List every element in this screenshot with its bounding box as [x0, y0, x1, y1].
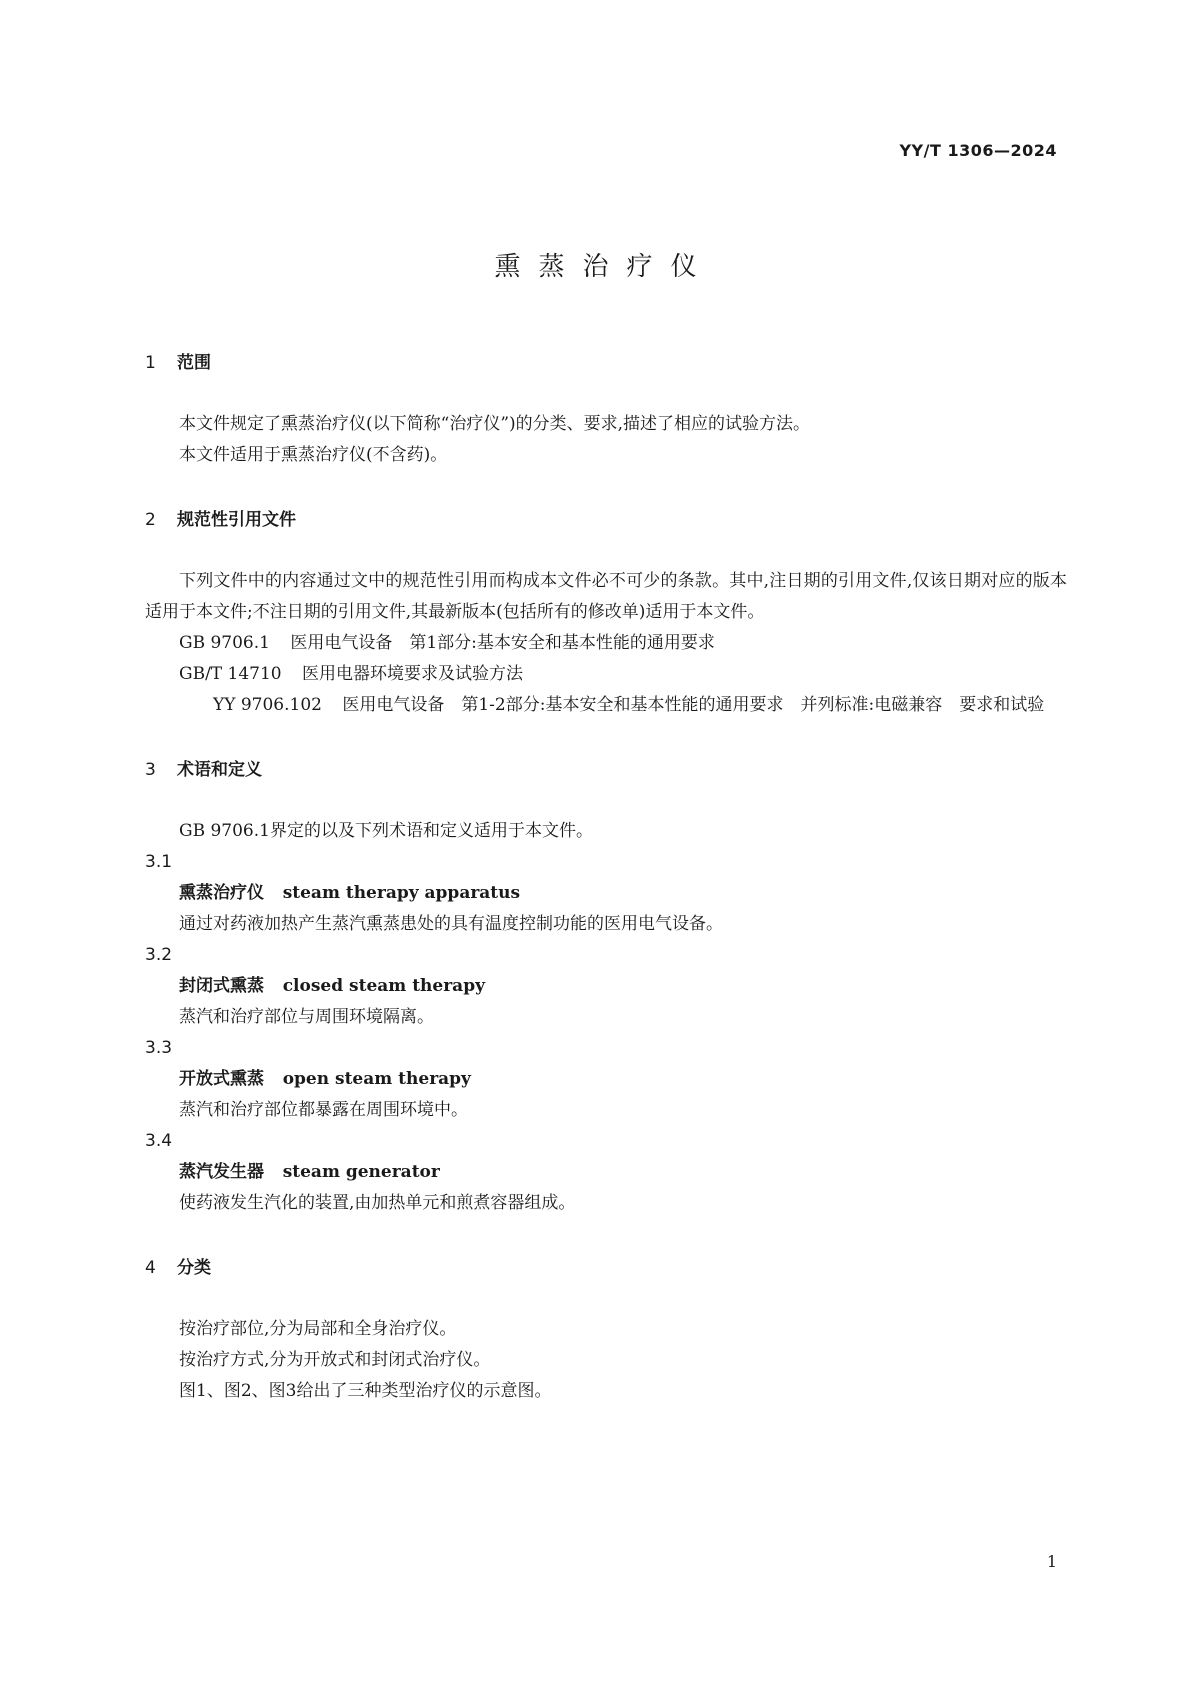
term-number: 3.1 [145, 852, 173, 872]
paragraph: 图1、图2、图3给出了三种类型治疗仪的示意图。 [179, 1381, 552, 1401]
paragraph: 按治疗部位,分为局部和全身治疗仪。 [179, 1319, 457, 1339]
paragraph: 按治疗方式,分为开放式和封闭式治疗仪。 [179, 1350, 491, 1370]
section-heading [145, 505, 1067, 536]
term-entry [145, 847, 1067, 940]
document-title: 熏蒸治疗仪 [494, 252, 715, 282]
reference-title: 医用电气设备 第1-2部分:基本安全和基本性能的通用要求 并列标准:电磁兼容 要求和试验 [342, 695, 1045, 715]
reference-title: 医用电气设备 第1部分:基本安全和基本性能的通用要求 [290, 633, 715, 653]
term-en: steam generator [282, 1162, 440, 1182]
term-en: open steam therapy [282, 1069, 471, 1089]
term-definition: 通过对药液加热产生蒸汽熏蒸患处的具有温度控制功能的医用电气设备。 [179, 914, 723, 934]
section-scope [145, 348, 1067, 471]
reference-title: 医用电器环境要求及试验方法 [302, 664, 524, 684]
section-heading [145, 348, 1067, 379]
reference-item [145, 659, 1067, 690]
term-number: 3.4 [145, 1131, 173, 1151]
reference-item [145, 690, 1067, 721]
standard-code: YY/T 1306—2024 [899, 141, 1057, 160]
term-zh: 开放式熏蒸 [179, 1069, 264, 1089]
reference-code: GB 9706.1 [179, 633, 270, 653]
term-definition: 蒸汽和治疗部位与周围环境隔离。 [179, 1007, 434, 1027]
paragraph: GB 9706.1界定的以及下列术语和定义适用于本文件。 [179, 821, 593, 841]
section-heading [145, 755, 1067, 786]
term-heading [145, 1064, 1067, 1095]
term-zh: 熏蒸治疗仪 [179, 883, 264, 903]
term-definition: 蒸汽和治疗部位都暴露在周围环境中。 [179, 1100, 468, 1120]
section-classification [145, 1253, 1067, 1407]
term-heading [145, 878, 1067, 909]
section-number: 3 [145, 760, 156, 780]
section-number: 2 [145, 510, 156, 530]
term-entry [145, 1126, 1067, 1219]
term-entry [145, 1033, 1067, 1126]
document-body [145, 348, 1067, 1407]
reference-code: YY 9706.102 [213, 695, 322, 715]
section-number: 4 [145, 1258, 156, 1278]
section-title: 术语和定义 [177, 760, 262, 780]
term-entry [145, 940, 1067, 1033]
paragraph: 下列文件中的内容通过文中的规范性引用而构成本文件必不可少的条款。其中,注日期的引用文件,仅该日期对应的版本适用于本文件;不注日期的引用文件,其最新版本(包括所有的修改单)适用于本文件。 [145, 571, 1067, 622]
section-number: 1 [145, 353, 156, 373]
term-heading [145, 971, 1067, 1002]
term-number: 3.3 [145, 1038, 173, 1058]
term-zh: 封闭式熏蒸 [179, 976, 264, 996]
section-title: 规范性引用文件 [177, 510, 296, 530]
section-normative-references [145, 505, 1067, 721]
reference-item [145, 628, 1067, 659]
term-heading [145, 1157, 1067, 1188]
section-title: 范围 [177, 353, 211, 373]
term-en: steam therapy apparatus [282, 883, 521, 903]
page-number: 1 [1046, 1552, 1057, 1571]
section-title: 分类 [177, 1258, 211, 1278]
term-number: 3.2 [145, 945, 173, 965]
term-en: closed steam therapy [282, 976, 485, 996]
paragraph: 本文件适用于熏蒸治疗仪(不含药)。 [179, 445, 448, 465]
paragraph: 本文件规定了熏蒸治疗仪(以下简称“治疗仪”)的分类、要求,描述了相应的试验方法。 [179, 414, 811, 434]
term-definition: 使药液发生汽化的装置,由加热单元和煎煮容器组成。 [179, 1193, 576, 1213]
reference-code: GB/T 14710 [179, 664, 282, 684]
term-zh: 蒸汽发生器 [179, 1162, 264, 1182]
section-heading [145, 1253, 1067, 1284]
section-terms-definitions [145, 755, 1067, 1219]
